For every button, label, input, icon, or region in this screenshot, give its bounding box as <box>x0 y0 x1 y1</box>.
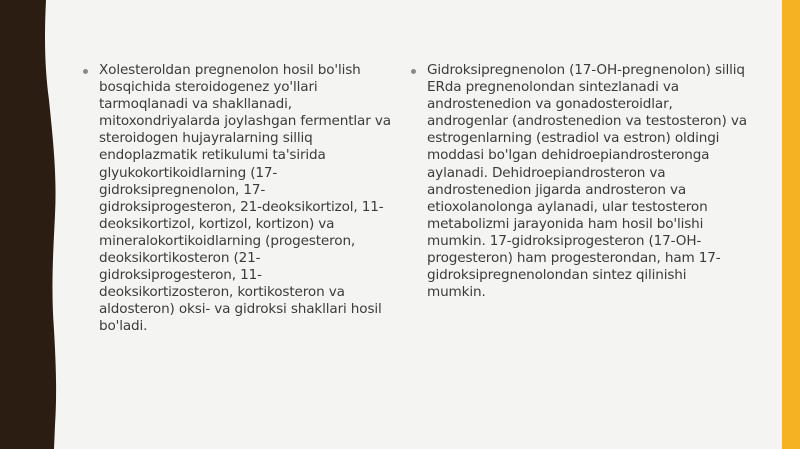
bullet-dot-icon <box>411 69 416 74</box>
left-text-column <box>80 62 396 336</box>
left-wave-shape <box>0 0 80 449</box>
left-decorative-band <box>0 0 80 449</box>
bullet-text: Xolesteroldan pregnenolon hosil bo'lish bosqichida steroidogenez yo'llari tarmoqlanadi va shakllanadi, mitoxondriyalarda joylashgan fermentlar va steroidogen hujayralarning silliq endoplazmatik retikulumi ta'sirida glyukokortikoidlarning (17-gidroksipregnenolon, 17-gidroksiprogesteron, 21-deoksikortizol, 11-deoksikortizol, kortizol, kortizon) va mineralokortikoidlarning (progesteron, deoksikortikosteron (21-gidroksiprogesteron, 11-deoksikortizosteron, kortikosteron va aldosteron) oksi- va gidroksi shakllari hosil bo'ladi. <box>99 62 391 335</box>
bullet-dot-icon <box>83 69 88 74</box>
right-bullet-list <box>408 62 748 301</box>
right-accent-bar <box>782 0 800 449</box>
right-text-column <box>408 62 748 301</box>
bullet-text: Gidroksipregnenolon (17-OH-pregnenolon) silliq ERda pregnenolondan sintezlanadi va androstenedion va gonadosteroidlar, androgenlar (androstenedion va testosteron) va estrogenlarning (estradiol va estron) oldingi moddasi bo'lgan dehidroepiandrosteronga aylanadi. Dehidroepiandrosteron va androstenedion jigarda androsteron va etioxolanolonga aylanadi, ular testosteron metabolizmi jarayonida ham hosil bo'lishi mumkin. 17-gidroksiprogesteron (17-OH-progesteron) ham progesterondan, ham 17-gidroksipregnenolondan sintez qilinishi mumkin. <box>427 62 747 301</box>
bullet-item <box>80 62 396 336</box>
left-bullet-list <box>80 62 396 336</box>
bullet-item <box>408 62 748 301</box>
